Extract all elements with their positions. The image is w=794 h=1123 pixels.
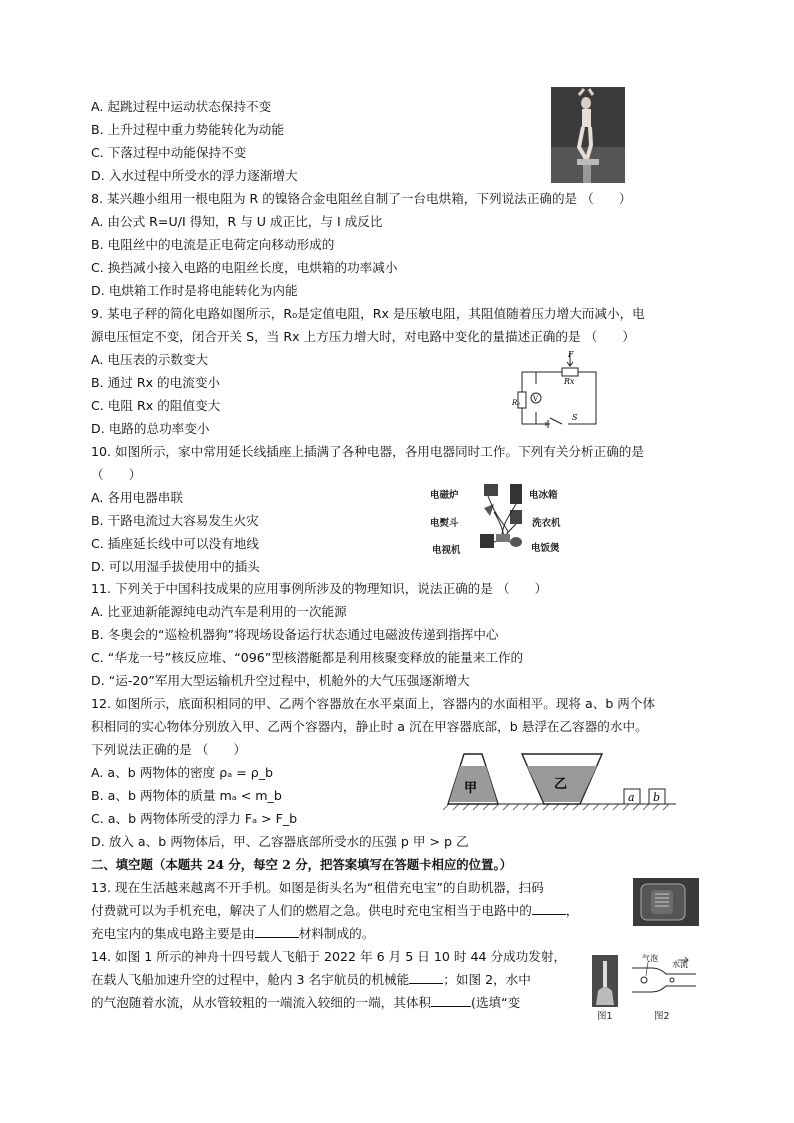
water-pipe-diagram — [628, 952, 700, 1002]
q11-option-b: B. 冬奥会的“巡检机器狗”将现场设备运行状态通过电磁波传递到指挥中心 — [91, 627, 499, 642]
q12-stem-2: 积相同的实心物体分别放入甲、乙两个容器内，静止时 a 沉在甲容器底部，b 悬浮在乙容器的水中。 — [91, 719, 648, 734]
section-2-heading: 二、填空题（本题共 24 分，每空 2 分，把答案填写在答题卡相应的位置。） — [91, 857, 513, 872]
fig1-caption: 图1 — [597, 1011, 613, 1022]
q12-option-c: C. a、b 两物体所受的浮力 Fₐ > F_b — [91, 811, 298, 826]
q8-option-b: B. 电阻丝中的电流是正电荷定向移动形成的 — [91, 237, 335, 252]
label-washer: 洗衣机 — [532, 518, 561, 529]
q9-option-a: A. 电压表的示数变大 — [91, 352, 209, 367]
q11-option-d: D. “运-20”军用大型运输机升空过程中，机舱外的大气压强逐渐增大 — [91, 673, 470, 688]
q12-option-a: A. a、b 两物体的密度 ρₐ = ρ_b — [91, 765, 274, 780]
q13-line-2-text: 付费就可以为手机充电，解决了人们的燃眉之急。供电时充电宝相当于电路中的 — [91, 903, 532, 918]
q14-line-3 — [91, 994, 520, 1012]
q14-blank-2[interactable] — [431, 994, 471, 1007]
fig-label-s: S — [572, 413, 578, 422]
label-cooker: 电磁炉 — [430, 490, 459, 501]
label-fridge: 电冰箱 — [529, 490, 558, 501]
q13-line-2 — [91, 902, 578, 920]
fig-label-v: V — [533, 395, 539, 403]
q12-option-b: B. a、b 两物体的质量 mₐ < m_b — [91, 788, 282, 803]
q10-option-d: D. 可以用湿手拔使用中的插头 — [91, 559, 260, 574]
q10-stem-1: 10. 如图所示，家中常用延长线插座上插满了各种电器，各用电器同时工作。下列有关分析正确的是 — [91, 444, 644, 459]
q9-option-d: D. 电路的总功率变小 — [91, 421, 210, 436]
q9-stem-2: 源电压恒定不变，闭合开关 S，当 Rx 上方压力增大时，对电路中变化的量描述正确的是 （ ） — [91, 329, 635, 344]
q14-line-3-text: 的气泡随着水流，从水管较粗的一端流入较细的一端，其体积 — [91, 995, 432, 1010]
q13-line-3 — [91, 925, 374, 943]
fig-label-rx: Rx — [564, 377, 575, 386]
rocket-launch-photo — [592, 955, 618, 1007]
q8-stem: 8. 某兴趣小组用一根电阻为 R 的镍铬合金电阻丝自制了一台电烘箱，下列说法正确的是 （ ） — [91, 191, 632, 206]
q13-blank-1[interactable] — [532, 902, 566, 915]
q10-stem-2: （ ） — [91, 467, 142, 482]
q14-line-1: 14. 如图 1 所示的神舟十四号载人飞船于 2022 年 6 月 5 日 10 时 44 分成功发射， — [91, 949, 567, 964]
q11-option-a: A. 比亚迪新能源纯电动汽车是利用的一次能源 — [91, 604, 347, 619]
circuit-diagram — [512, 348, 602, 436]
q11-option-c: C. “华龙一号”核反应堆、“096”型核潜艇都是利用核聚变释放的能量来工作的 — [91, 650, 524, 665]
q10-option-c: C. 插座延长线中可以没有地线 — [91, 536, 259, 551]
q13-line-3-end: 材料制成的。 — [298, 926, 375, 941]
object-b-label: b — [653, 791, 661, 804]
q7-option-a: A. 起跳过程中运动状态保持不变 — [91, 99, 272, 114]
q13-line-3-text: 充电宝内的集成电路主要是由 — [91, 926, 255, 941]
container-yi-label: 乙 — [554, 777, 568, 792]
q8-option-d: D. 电烘箱工作时是将电能转化为内能 — [91, 283, 298, 298]
q14-blank-1[interactable] — [409, 971, 443, 984]
q9-stem-1: 9. 某电子秤的简化电路如图所示，R₀是定值电阻，Rx 是压敏电阻，其阻值随着压力增大而减小，电 — [91, 306, 645, 321]
q14-line-2-end: ；如图 2，水中 — [443, 972, 531, 987]
object-a-label: a — [628, 791, 635, 804]
q14-line-2-text: 在载人飞船加速升空的过程中，舱内 3 名宇航员的机械能 — [91, 972, 410, 987]
fig-label-r0: R₀ — [512, 399, 521, 407]
q12-stem-3: 下列说法正确的是 （ ） — [91, 742, 247, 757]
container-jia-label: 甲 — [464, 781, 478, 796]
appliances-figure — [428, 482, 578, 560]
diver-photo — [551, 87, 625, 183]
q10-option-a: A. 各用电器串联 — [91, 490, 183, 505]
q13-line-2-end: ， — [565, 903, 579, 918]
q8-option-c: C. 换挡减小接入电路的电阻丝长度，电烘箱的功率减小 — [91, 260, 398, 275]
fig2-caption: 图2 — [654, 1011, 670, 1022]
q8-option-a: A. 由公式 R=U/I 得知，R 与 U 成正比，与 I 成反比 — [91, 214, 383, 229]
fig-label-f: F — [568, 350, 574, 359]
q7-option-d: D. 入水过程中所受水的浮力逐渐增大 — [91, 168, 298, 183]
containers-figure — [440, 752, 680, 812]
q13-blank-2[interactable] — [255, 925, 299, 938]
bubble-label: 气泡 — [642, 954, 658, 963]
q11-stem: 11. 下列关于中国科技成果的应用事例所涉及的物理知识，说法正确的是 （ ） — [91, 581, 548, 596]
q9-option-b: B. 通过 Rx 的电流变小 — [91, 375, 221, 390]
q14-line-2 — [91, 971, 531, 989]
flow-label: 水流 — [672, 960, 688, 969]
label-tv: 电视机 — [432, 545, 461, 556]
q13-line-1: 13. 现在生活越来越离不开手机。如图是街头名为“租借充电宝”的自助机器，扫码 — [91, 880, 544, 895]
q9-option-c: C. 电阻 Rx 的阻值变大 — [91, 398, 221, 413]
power-bank-kiosk-photo — [633, 878, 699, 926]
q12-option-d: D. 放入 a、b 两物体后，甲、乙容器底部所受水的压强 p 甲 > p 乙 — [91, 834, 469, 849]
q14-line-3-end: (选填“变 — [471, 995, 521, 1010]
q7-option-c: C. 下落过程中动能保持不变 — [91, 145, 247, 160]
label-iron: 电熨斗 — [430, 518, 459, 529]
label-ricecooker: 电饭煲 — [531, 543, 560, 554]
q7-option-b: B. 上升过程中重力势能转化为动能 — [91, 122, 284, 137]
q12-stem-1: 12. 如图所示，底面积相同的甲、乙两个容器放在水平桌面上，容器内的水面相平。现将 a、b 两个体 — [91, 696, 656, 711]
q10-option-b: B. 干路电流过大容易发生火灾 — [91, 513, 259, 528]
